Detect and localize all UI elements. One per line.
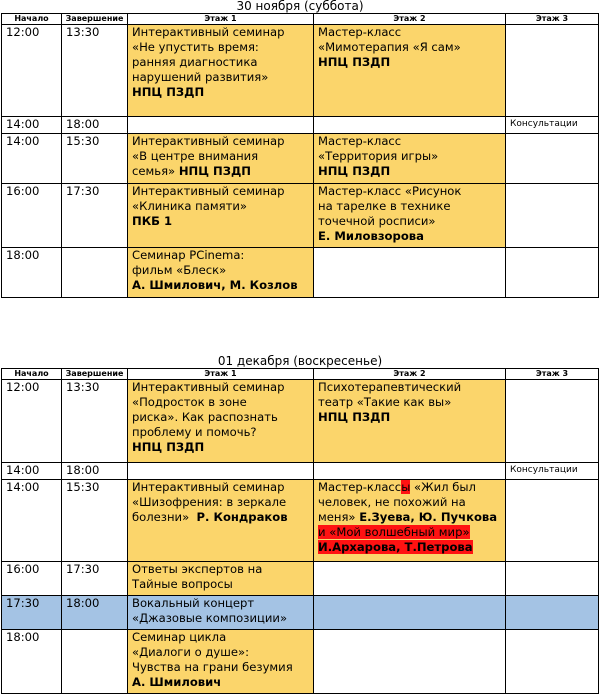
end-time: 15:30	[62, 134, 128, 184]
event-floor1	[128, 562, 314, 596]
event-floor1	[128, 248, 314, 298]
schedule-row	[2, 480, 599, 562]
event-organizer: ПКБ 1	[132, 214, 173, 228]
event-text: меня»	[318, 510, 356, 524]
event-text: на тарелке в технике	[318, 199, 451, 213]
event-floor3	[506, 380, 599, 463]
event-floor3	[506, 184, 599, 248]
schedule-row	[2, 596, 599, 630]
header-row	[2, 369, 599, 380]
day2-title: 01 декабря (воскресенье)	[217, 354, 383, 368]
event-floor3: Консультации	[506, 117, 599, 134]
start-time: 14:00	[2, 117, 62, 134]
event-text: Мастер-класс	[318, 480, 402, 494]
event-text: ранняя диагностика	[132, 55, 258, 69]
event-text: Интерактивный семинар	[132, 480, 285, 494]
event-text: Мастер-класс	[318, 25, 402, 39]
event-text: Мастер-класс «Рисунок	[318, 184, 462, 198]
event-text: риска». Как распознать	[132, 410, 278, 424]
event-text: «Территория игры»	[318, 149, 439, 163]
event-floor2	[314, 134, 506, 184]
end-time: 18:00	[62, 463, 128, 480]
event-organizer: НПЦ ПЗДП	[318, 55, 391, 69]
event-floor3	[506, 248, 599, 298]
event-text: «Мимотерапия «Я сам»	[318, 40, 461, 54]
col-header-end: Завершение	[62, 369, 128, 380]
schedule-row	[2, 463, 599, 480]
event-floor3	[506, 562, 599, 596]
red-highlight-organizer: И.Архарова, Т.Петрова	[318, 540, 473, 554]
event-text: «Не упустить время:	[132, 40, 259, 54]
event-text: «Жил был	[414, 480, 476, 494]
red-highlight: ы	[401, 480, 411, 494]
event-text: «Джазовые композиции»	[132, 611, 288, 625]
event-organizer: НПЦ ПЗДП	[132, 85, 205, 99]
schedule-row	[2, 380, 599, 463]
event-text: проблему и помочь?	[132, 425, 257, 439]
col-header-floor3: Этаж 3	[506, 14, 599, 25]
event-text: точечной росписи»	[318, 214, 436, 228]
event-floor2	[314, 630, 506, 694]
event-floor1	[128, 134, 314, 184]
event-floor1	[128, 25, 314, 117]
event-text: Интерактивный семинар	[132, 134, 285, 148]
start-time: 17:30	[2, 596, 62, 630]
day1-schedule-table	[1, 13, 599, 298]
schedule-row	[2, 134, 599, 184]
event-floor2	[314, 463, 506, 480]
event-organizer: А. Шмилович, М. Козлов	[132, 278, 298, 292]
event-text: Интерактивный семинар	[132, 184, 285, 198]
event-text: нарушений развития»	[132, 70, 269, 84]
end-time	[62, 248, 128, 298]
event-floor1	[128, 184, 314, 248]
event-text: Чувства на грани безумия	[132, 660, 293, 674]
event-text: «В центре внимания	[132, 149, 259, 163]
event-floor3: Консультации	[506, 463, 599, 480]
day1-title: 30 ноября (суббота)	[236, 0, 364, 13]
header-row	[2, 14, 599, 25]
event-floor3	[506, 25, 599, 117]
event-text: Вокальный концерт	[132, 596, 255, 610]
event-floor3	[506, 630, 599, 694]
start-time: 12:00	[2, 25, 62, 117]
event-floor2	[314, 480, 506, 562]
event-floor1	[128, 463, 314, 480]
col-header-start: Начало	[2, 369, 62, 380]
event-floor2	[314, 562, 506, 596]
event-floor3	[506, 596, 599, 630]
event-text: Психотерапевтический	[318, 380, 462, 394]
event-organizer: Р. Кондраков	[196, 510, 288, 524]
event-text: «Подросток в зоне	[132, 395, 247, 409]
event-organizer: НПЦ ПЗДП	[132, 440, 205, 454]
event-text: Мастер-класс	[318, 134, 402, 148]
end-time: 17:30	[62, 562, 128, 596]
col-header-floor2: Этаж 2	[314, 369, 506, 380]
col-header-floor1: Этаж 1	[128, 14, 314, 25]
event-floor2	[314, 25, 506, 117]
event-text: болезни»	[132, 510, 190, 524]
event-organizer: Е.Зуева, Ю. Пучкова	[359, 510, 498, 524]
event-text: «Шизофрения: в зеркале	[132, 495, 287, 509]
start-time: 18:00	[2, 630, 62, 694]
event-text: Ответы экспертов на	[132, 562, 263, 576]
event-organizer: НПЦ ПЗДП	[178, 164, 252, 178]
end-time	[62, 630, 128, 694]
col-header-floor1: Этаж 1	[128, 369, 314, 380]
event-organizer: А. Шмилович	[132, 675, 222, 689]
col-header-floor2: Этаж 2	[314, 14, 506, 25]
event-text: семья»	[132, 164, 176, 178]
end-time: 13:30	[62, 25, 128, 117]
event-text: Тайные вопросы	[132, 577, 233, 591]
event-floor1	[128, 117, 314, 134]
event-text: Интерактивный семинар	[132, 380, 285, 394]
event-floor2	[314, 380, 506, 463]
event-floor2	[314, 596, 506, 630]
schedule-row	[2, 25, 599, 117]
event-text: театр «Такие как вы»	[318, 395, 452, 409]
event-organizer: Е. Миловзорова	[318, 229, 424, 243]
schedule-row	[2, 562, 599, 596]
event-floor1	[128, 480, 314, 562]
schedule-row	[2, 248, 599, 298]
event-floor2	[314, 117, 506, 134]
event-floor3	[506, 480, 599, 562]
event-text: человек, не похожий на	[318, 495, 466, 509]
event-organizer: НПЦ ПЗДП	[318, 410, 391, 424]
end-time: 13:30	[62, 380, 128, 463]
start-time: 16:00	[2, 184, 62, 248]
event-floor3	[506, 134, 599, 184]
event-floor2	[314, 184, 506, 248]
event-floor1	[128, 596, 314, 630]
event-floor1	[128, 630, 314, 694]
event-text: «Клиника памяти»	[132, 199, 247, 213]
start-time: 14:00	[2, 134, 62, 184]
start-time: 12:00	[2, 380, 62, 463]
end-time: 18:00	[62, 117, 128, 134]
col-header-floor3: Этаж 3	[506, 369, 599, 380]
start-time: 14:00	[2, 463, 62, 480]
col-header-start: Начало	[2, 14, 62, 25]
end-time: 17:30	[62, 184, 128, 248]
red-highlight: и «Мой волшебный мир»	[318, 525, 470, 539]
event-text: Интерактивный семинар	[132, 25, 285, 39]
event-text: фильм «Блеск»	[132, 263, 227, 277]
start-time: 18:00	[2, 248, 62, 298]
schedule-row	[2, 184, 599, 248]
event-text: Семинар цикла	[132, 630, 227, 644]
col-header-end: Завершение	[62, 14, 128, 25]
event-text: Семинар PCinema:	[132, 248, 245, 262]
schedule-row	[2, 117, 599, 134]
start-time: 14:00	[2, 480, 62, 562]
day2-schedule-table	[1, 368, 599, 694]
end-time: 18:00	[62, 596, 128, 630]
event-floor1	[128, 380, 314, 463]
end-time: 15:30	[62, 480, 128, 562]
event-text: «Диалоги о душе»:	[132, 645, 250, 659]
schedule-row	[2, 630, 599, 694]
event-organizer: НПЦ ПЗДП	[318, 164, 391, 178]
event-floor2	[314, 248, 506, 298]
start-time: 16:00	[2, 562, 62, 596]
